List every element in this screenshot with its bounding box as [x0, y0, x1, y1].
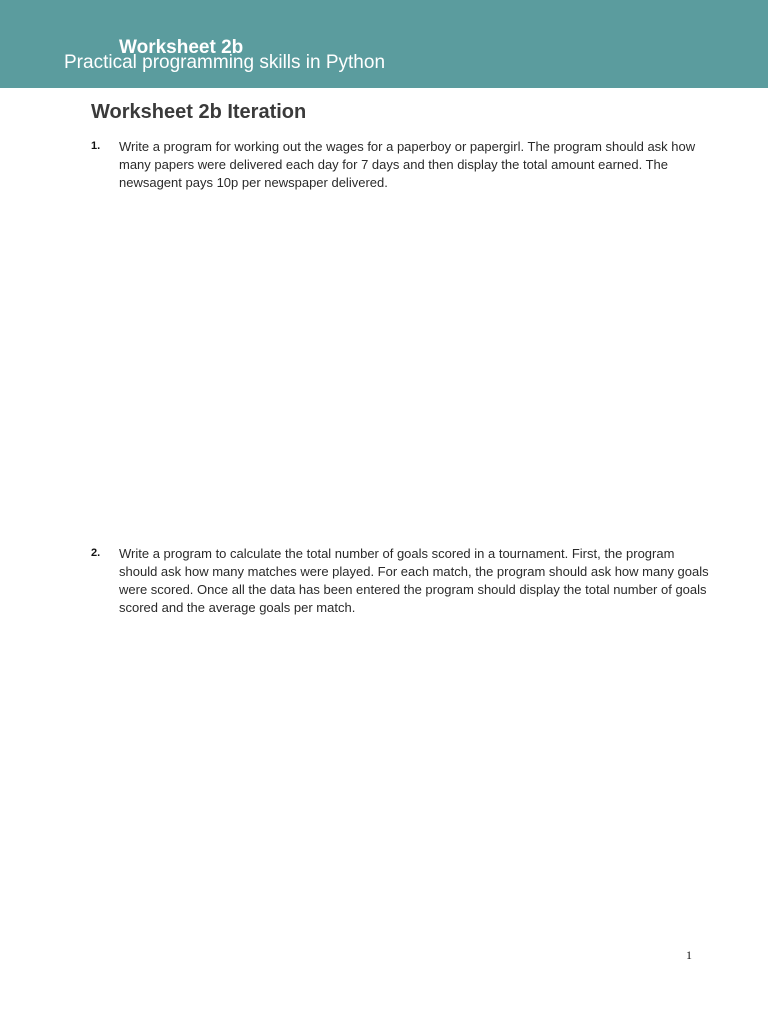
- question-number: 2.: [91, 547, 101, 559]
- question-text: Write a program to calculate the total number of goals scored in a tournament. First, the program should ask how many matches were played. For each match, the program should ask how many goals were scored. Once all the data has been entered the program should display the total number of goals scored and the average goals per match.: [119, 546, 709, 615]
- page-number: 1: [686, 948, 692, 962]
- header-title: Worksheet 2b: [119, 37, 244, 58]
- header-band: [0, 0, 768, 88]
- question-number: 1.: [91, 140, 101, 152]
- page-title: Worksheet 2b Iteration: [91, 101, 307, 123]
- question-text: Write a program for working out the wages for a paperboy or papergirl. The program should ask how many papers were delivered each day for 7 days and then display the total amount earned. The newsagent pays 10p per newspaper delivered.: [119, 139, 696, 190]
- header-subtitle: Practical programming skills in Python: [64, 52, 386, 73]
